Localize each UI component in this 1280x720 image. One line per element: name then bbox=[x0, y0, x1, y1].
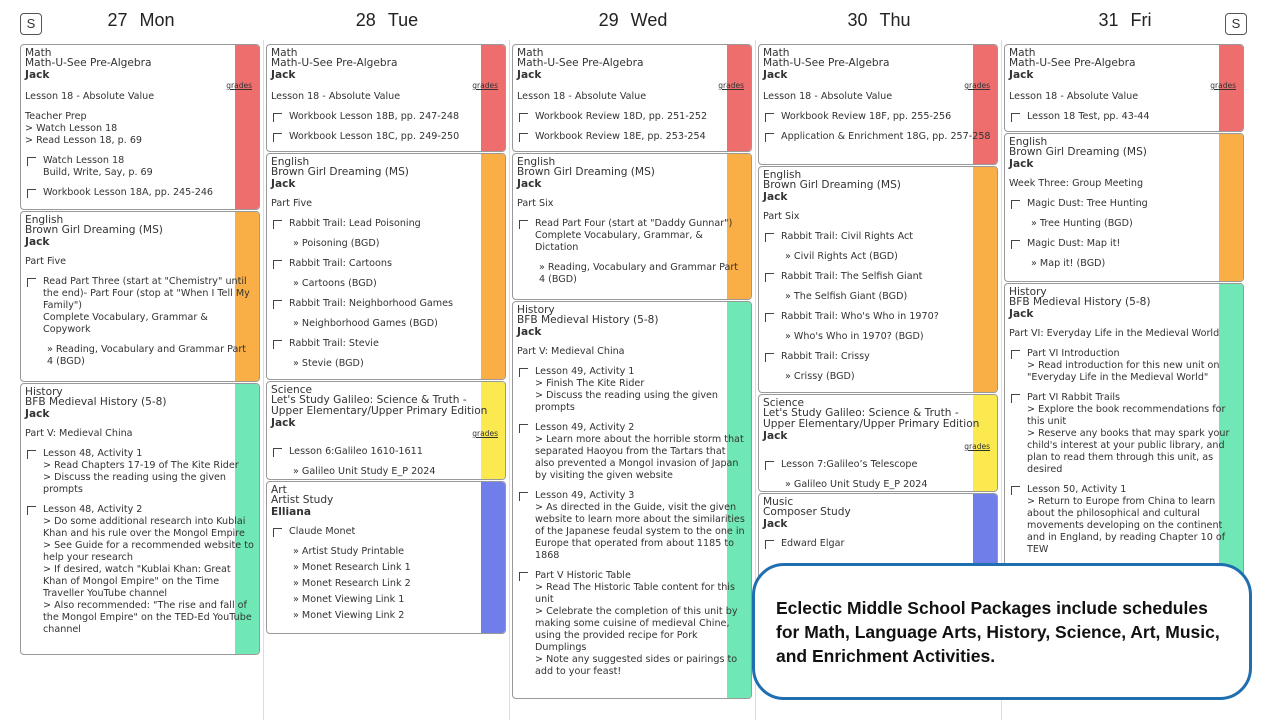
subject-label: Math bbox=[763, 47, 790, 59]
checklist-item bbox=[1009, 348, 1239, 384]
checkbox[interactable] bbox=[765, 353, 774, 362]
grades-link[interactable]: grades bbox=[226, 81, 252, 90]
resource-link[interactable]: » Poisoning (BGD) bbox=[293, 238, 380, 249]
student-name: Jack bbox=[763, 430, 788, 442]
student-name: Jack bbox=[517, 69, 542, 81]
item-text: Rabbit Trail: The Selfish Giant bbox=[781, 271, 923, 282]
subject-label: History bbox=[517, 304, 555, 316]
resource-link[interactable]: » Monet Research Link 2 bbox=[293, 578, 411, 589]
checklist-item bbox=[271, 298, 501, 310]
checkbox[interactable] bbox=[519, 368, 528, 377]
course-name: Math-U-See Pre-Algebra bbox=[517, 57, 644, 69]
card-content bbox=[759, 45, 997, 143]
resource-link[interactable]: » Galileo Unit Study E_P 2024 bbox=[293, 466, 436, 477]
checklist-item bbox=[763, 459, 993, 471]
checklist-item bbox=[25, 504, 255, 636]
item-text: Rabbit Trail: Neighborhood Games bbox=[289, 298, 454, 309]
lesson-title: Lesson 18 - Absolute Value bbox=[763, 91, 893, 102]
lesson-title: Part Five bbox=[271, 198, 313, 209]
resource-link[interactable]: » Cartoons (BGD) bbox=[293, 278, 377, 289]
promo-callout bbox=[752, 563, 1252, 700]
course-name: Math-U-See Pre-Algebra bbox=[763, 57, 890, 69]
resource-link[interactable]: » Monet Viewing Link 1 bbox=[293, 594, 405, 605]
card-content bbox=[21, 45, 259, 199]
day-number: 29 bbox=[598, 10, 619, 30]
course-name: BFB Medieval History (5-8) bbox=[517, 314, 659, 326]
checklist-item bbox=[517, 131, 747, 143]
checkbox[interactable] bbox=[273, 260, 282, 269]
item-text: Workbook Lesson 18A, pp. 245-246 bbox=[43, 187, 214, 198]
checkbox[interactable] bbox=[1011, 240, 1020, 249]
assignment-card-math bbox=[512, 44, 752, 152]
card-content bbox=[759, 494, 997, 550]
card-content bbox=[513, 154, 751, 286]
course-name: Math-U-See Pre-Algebra bbox=[1009, 57, 1136, 69]
subject-label: English bbox=[517, 156, 556, 168]
item-text: Read Part Four (start at "Daddy Gunnar") Complete Vocabulary, Grammar, & Dictation bbox=[535, 218, 733, 253]
subject-label: Art bbox=[271, 484, 287, 496]
card-content bbox=[267, 154, 505, 370]
resource-link[interactable]: » Galileo Unit Study E_P 2024 bbox=[785, 479, 928, 490]
day-header bbox=[1002, 10, 1248, 38]
checkbox[interactable] bbox=[27, 450, 36, 459]
item-text: Lesson 49, Activity 2 > Learn more about the horrible storm that separated Haoyou from the Tartars that also prevented a Mongol invasion of Japan by visiting the given website bbox=[535, 422, 744, 481]
course-name: Let's Study Galileo: Science & Truth - Upper Elementary/Upper Primary Edition bbox=[763, 407, 980, 430]
checklist-item bbox=[271, 338, 501, 350]
card-content bbox=[267, 482, 505, 622]
student-name: Jack bbox=[25, 69, 50, 81]
checklist-item bbox=[763, 271, 993, 283]
checklist-item bbox=[517, 218, 747, 254]
day-number: 28 bbox=[355, 10, 376, 30]
resource-link[interactable]: » Tree Hunting (BGD) bbox=[1031, 218, 1133, 229]
course-name: Brown Girl Dreaming (MS) bbox=[25, 224, 163, 236]
checklist-item bbox=[271, 131, 501, 143]
checklist-item bbox=[25, 276, 255, 336]
item-text: Lesson 7:Galileo’s Telescope bbox=[781, 459, 918, 470]
assignment-card-history bbox=[20, 383, 260, 655]
item-text: Lesson 48, Activity 1 > Read Chapters 17-19 of The Kite Rider > Discuss the reading using the given prompts bbox=[43, 448, 239, 495]
lesson-title: Part V: Medieval China bbox=[25, 428, 133, 439]
student-name: Jack bbox=[763, 518, 788, 530]
checklist-item bbox=[271, 446, 501, 458]
item-text: Workbook Lesson 18B, pp. 247-248 bbox=[289, 111, 460, 122]
lesson-title: Part Six bbox=[763, 211, 800, 222]
day-name: Wed bbox=[630, 10, 668, 30]
card-content bbox=[513, 302, 751, 678]
resource-link[interactable]: » Who's Who in 1970? (BGD) bbox=[785, 331, 924, 342]
grades-link[interactable]: grades bbox=[472, 429, 498, 438]
checkbox[interactable] bbox=[1011, 113, 1020, 122]
item-text: Claude Monet bbox=[289, 526, 356, 537]
student-name: Jack bbox=[517, 326, 542, 338]
checklist-item bbox=[517, 422, 747, 482]
checklist-item bbox=[1009, 392, 1239, 476]
item-text: Read Part Three (start at "Chemistry" until the end)- Part Four (stop at "When I Tell My Family") Complete Vocabulary, Grammar & Copywork bbox=[43, 276, 250, 335]
student-name: Jack bbox=[763, 69, 788, 81]
checklist-item bbox=[517, 570, 747, 678]
student-name: Jack bbox=[271, 417, 296, 429]
day-header bbox=[756, 10, 1002, 38]
grades-link[interactable]: grades bbox=[964, 442, 990, 451]
subject-label: English bbox=[1009, 136, 1048, 148]
subject-label: English bbox=[271, 156, 310, 168]
checklist-item bbox=[271, 258, 501, 270]
assignment-card-english bbox=[758, 166, 998, 393]
day-header bbox=[18, 10, 264, 38]
checklist-item bbox=[763, 111, 993, 123]
subject-label: Math bbox=[517, 47, 544, 59]
item-text: Workbook Review 18F, pp. 255-256 bbox=[781, 111, 952, 122]
item-text: Lesson 48, Activity 2 > Do some additional research into Kublai Khan and his rule over the Mongol Empire > See Guide for a recommended website to help your research > If desired, watch "Kublai Khan: Great Khan of Mongol Empire" on the Time Traveller YouTube channel > Also recommended: "The rise and fall of the Mongol Empire" on the TED-Ed YouTube channel bbox=[43, 504, 254, 635]
checklist-item bbox=[1009, 111, 1239, 123]
day-name: Tue bbox=[387, 10, 419, 30]
checkbox[interactable] bbox=[27, 506, 36, 515]
item-text: Part VI Introduction > Read introduction for this new unit on "Everyday Life in the Medieval World" bbox=[1027, 348, 1220, 383]
lesson-title: Part Six bbox=[517, 198, 554, 209]
resource-link[interactable]: » Crissy (BGD) bbox=[785, 371, 855, 382]
lesson-title: Lesson 18 - Absolute Value bbox=[517, 91, 647, 102]
resource-link[interactable]: » Map it! (BGD) bbox=[1031, 258, 1106, 269]
student-name: Jack bbox=[271, 69, 296, 81]
item-text: Workbook Review 18E, pp. 253-254 bbox=[535, 131, 706, 142]
assignment-card-math bbox=[20, 44, 260, 210]
item-text: Lesson 18 Test, pp. 43-44 bbox=[1027, 111, 1150, 122]
checkbox[interactable] bbox=[765, 461, 774, 470]
assignment-card-english bbox=[20, 211, 260, 382]
lesson-title: Part VI: Everyday Life in the Medieval World bbox=[1009, 328, 1220, 339]
checklist-item bbox=[763, 311, 993, 323]
checklist-item bbox=[517, 366, 747, 414]
checkbox[interactable] bbox=[27, 278, 36, 287]
checkbox[interactable] bbox=[519, 572, 528, 581]
checklist-item bbox=[763, 351, 993, 363]
grades-link[interactable]: grades bbox=[472, 81, 498, 90]
assignment-card-science bbox=[758, 394, 998, 492]
item-text: Lesson 49, Activity 1 > Finish The Kite Rider > Discuss the reading using the given prompts bbox=[535, 366, 718, 413]
day-number: 27 bbox=[107, 10, 128, 30]
card-content bbox=[513, 45, 751, 143]
checklist-item bbox=[763, 231, 993, 243]
checkbox[interactable] bbox=[273, 113, 282, 122]
checkbox[interactable] bbox=[519, 133, 528, 142]
subject-label: Science bbox=[271, 384, 313, 396]
checkbox[interactable] bbox=[273, 528, 282, 537]
lesson-title: Part V: Medieval China bbox=[517, 346, 625, 357]
item-text: Lesson 49, Activity 3 > As directed in the Guide, visit the given website to learn more about the similarities of the Japanese feudal system to the one in Europe that operated from about 1185 to 1868 bbox=[535, 490, 745, 561]
day-header bbox=[510, 10, 756, 38]
course-name: Brown Girl Dreaming (MS) bbox=[517, 166, 655, 178]
checkbox[interactable] bbox=[1011, 200, 1020, 209]
resource-link[interactable]: » Civil Rights Act (BGD) bbox=[785, 251, 898, 262]
assignment-card-history bbox=[1004, 283, 1244, 583]
checklist-item bbox=[271, 111, 501, 123]
assignment-card-math bbox=[1004, 44, 1244, 132]
item-text: Lesson 50, Activity 1 > Return to Europe from China to learn about the philosophical and cultural movements developing on the continent and in England, by reading Chapter 10 of TEW bbox=[1027, 484, 1226, 555]
assignment-card-science bbox=[266, 381, 506, 480]
checkbox[interactable] bbox=[765, 113, 774, 122]
subject-label: Music bbox=[763, 496, 794, 508]
day-name: Fri bbox=[1130, 10, 1152, 30]
grades-link[interactable]: grades bbox=[718, 81, 744, 90]
item-text: Magic Dust: Map it! bbox=[1027, 238, 1121, 249]
student-name: Jack bbox=[271, 178, 296, 190]
student-name: Jack bbox=[517, 178, 542, 190]
day-name: Mon bbox=[139, 10, 175, 30]
student-name: Elliana bbox=[271, 506, 311, 518]
subject-label: English bbox=[763, 169, 802, 181]
card-content bbox=[1005, 134, 1243, 270]
checklist-item bbox=[1009, 198, 1239, 210]
day-number: 30 bbox=[847, 10, 868, 30]
checkbox[interactable] bbox=[1011, 394, 1020, 403]
item-text: Edward Elgar bbox=[781, 538, 845, 549]
student-name: Jack bbox=[1009, 69, 1034, 81]
card-content bbox=[267, 45, 505, 143]
checklist-item bbox=[1009, 238, 1239, 250]
course-name: Composer Study bbox=[763, 506, 851, 518]
item-text: Rabbit Trail: Civil Rights Act bbox=[781, 231, 914, 242]
checklist-item bbox=[763, 538, 993, 550]
assignment-card-english bbox=[266, 153, 506, 380]
lesson-title: Part Five bbox=[25, 256, 67, 267]
item-text: Rabbit Trail: Who's Who in 1970? bbox=[781, 311, 939, 322]
checkbox[interactable] bbox=[27, 189, 36, 198]
checkbox[interactable] bbox=[1011, 486, 1020, 495]
checkbox[interactable] bbox=[519, 220, 528, 229]
grades-link[interactable]: grades bbox=[1210, 81, 1236, 90]
checklist-item bbox=[1009, 484, 1239, 556]
next-week-button[interactable]: S bbox=[1225, 13, 1247, 35]
course-name: BFB Medieval History (5-8) bbox=[25, 396, 167, 408]
item-text: Rabbit Trail: Crissy bbox=[781, 351, 870, 362]
item-text: Part VI Rabbit Trails > Explore the book recommendations for this unit > Reserve any books that may spark your child's interest at your public library, and plan to read them through this unit, as desired bbox=[1027, 392, 1230, 475]
lesson-title: Lesson 18 - Absolute Value bbox=[1009, 91, 1139, 102]
previous-week-button[interactable]: S bbox=[20, 13, 42, 35]
checklist-item bbox=[25, 155, 255, 179]
student-name: Jack bbox=[1009, 308, 1034, 320]
resource-link[interactable]: » Stevie (BGD) bbox=[293, 358, 364, 369]
card-content bbox=[759, 167, 997, 383]
resource-link[interactable]: » The Selfish Giant (BGD) bbox=[785, 291, 908, 302]
assignment-card-history bbox=[512, 301, 752, 699]
lesson-title: Lesson 18 - Absolute Value bbox=[25, 91, 155, 102]
day-name: Thu bbox=[879, 10, 911, 30]
checklist-item bbox=[517, 111, 747, 123]
checkbox[interactable] bbox=[765, 233, 774, 242]
assignment-card-art bbox=[266, 481, 506, 634]
lesson-title: Lesson 18 - Absolute Value bbox=[271, 91, 401, 102]
item-text: Part V Historic Table > Read The Historic Table content for this unit > Celebrate the completion of this unit by making some cuisine of medieval Chine, using the provided recipe for Pork Dumplings > Note any suggested sides or pairings to add to your feast! bbox=[535, 570, 738, 677]
checkbox[interactable] bbox=[273, 133, 282, 142]
card-content bbox=[21, 384, 259, 636]
item-text: Workbook Lesson 18C, pp. 249-250 bbox=[289, 131, 460, 142]
student-name: Jack bbox=[25, 408, 50, 420]
course-name: Brown Girl Dreaming (MS) bbox=[1009, 146, 1147, 158]
card-content bbox=[1005, 45, 1243, 123]
card-content bbox=[267, 382, 505, 478]
assignment-card-math bbox=[266, 44, 506, 152]
subject-label: English bbox=[25, 214, 64, 226]
lesson-title: Week Three: Group Meeting bbox=[1009, 178, 1144, 189]
course-name: Let's Study Galileo: Science & Truth - Upper Elementary/Upper Primary Edition bbox=[271, 394, 488, 417]
column-divider bbox=[509, 40, 510, 720]
day-header bbox=[264, 10, 510, 38]
course-name: Brown Girl Dreaming (MS) bbox=[271, 166, 409, 178]
resource-link[interactable]: » Reading, Vocabulary and Grammar Part 4 (BGD) bbox=[539, 262, 739, 285]
card-content bbox=[1005, 284, 1243, 556]
day-number: 31 bbox=[1098, 10, 1119, 30]
checklist-item bbox=[271, 526, 501, 538]
teacher-prep-note: Teacher Prep > Watch Lesson 18 > Read Lesson 18, p. 69 bbox=[25, 111, 143, 146]
card-content bbox=[759, 395, 997, 491]
checkbox[interactable] bbox=[273, 300, 282, 309]
student-name: Jack bbox=[25, 236, 50, 248]
item-text: Rabbit Trail: Lead Poisoning bbox=[289, 218, 421, 229]
subject-label: Math bbox=[25, 47, 52, 59]
checkbox[interactable] bbox=[765, 540, 774, 549]
checkbox[interactable] bbox=[519, 113, 528, 122]
student-name: Jack bbox=[1009, 158, 1034, 170]
resource-link[interactable]: » Reading, Vocabulary and Grammar Part 4 (BGD) bbox=[47, 344, 247, 367]
item-text: Application & Enrichment 18G, pp. 257-258 bbox=[781, 131, 991, 142]
course-name: Math-U-See Pre-Algebra bbox=[25, 57, 152, 69]
checkbox[interactable] bbox=[765, 273, 774, 282]
checkbox[interactable] bbox=[27, 157, 36, 166]
checkbox[interactable] bbox=[519, 424, 528, 433]
subject-label: Science bbox=[763, 397, 805, 409]
column-divider bbox=[263, 40, 264, 720]
item-text: Rabbit Trail: Stevie bbox=[289, 338, 379, 349]
item-text: Watch Lesson 18 Build, Write, Say, p. 69 bbox=[43, 155, 153, 178]
course-name: BFB Medieval History (5-8) bbox=[1009, 296, 1151, 308]
checkbox[interactable] bbox=[1011, 350, 1020, 359]
resource-link[interactable]: » Monet Research Link 1 bbox=[293, 562, 411, 573]
item-text: Lesson 6:Galileo 1610-1611 bbox=[289, 446, 423, 457]
checklist-item bbox=[25, 187, 255, 199]
checkbox[interactable] bbox=[519, 492, 528, 501]
subject-label: Math bbox=[1009, 47, 1036, 59]
course-name: Math-U-See Pre-Algebra bbox=[271, 57, 398, 69]
resource-link[interactable]: » Neighborhood Games (BGD) bbox=[293, 318, 438, 329]
checkbox[interactable] bbox=[273, 448, 282, 457]
grades-link[interactable]: grades bbox=[964, 81, 990, 90]
item-text: Rabbit Trail: Cartoons bbox=[289, 258, 392, 269]
subject-label: History bbox=[1009, 286, 1047, 298]
checkbox[interactable] bbox=[273, 340, 282, 349]
subject-label: History bbox=[25, 386, 63, 398]
subject-label: Math bbox=[271, 47, 298, 59]
assignment-card-math bbox=[758, 44, 998, 165]
checklist-item bbox=[271, 218, 501, 230]
callout-text: Eclectic Middle School Packages include schedules for Math, Language Arts, History, Science, Art, Music, and Enrichment Activities. bbox=[776, 598, 1220, 666]
assignment-card-english bbox=[512, 153, 752, 300]
resource-link[interactable]: » Monet Viewing Link 2 bbox=[293, 610, 405, 621]
card-content bbox=[21, 212, 259, 368]
course-name: Brown Girl Dreaming (MS) bbox=[763, 179, 901, 191]
checkbox[interactable] bbox=[765, 133, 774, 142]
checkbox[interactable] bbox=[765, 313, 774, 322]
checkbox[interactable] bbox=[273, 220, 282, 229]
course-name: Artist Study bbox=[271, 494, 334, 506]
item-text: Workbook Review 18D, pp. 251-252 bbox=[535, 111, 708, 122]
checklist-item bbox=[517, 490, 747, 562]
checklist-item bbox=[763, 131, 993, 143]
resource-link[interactable]: » Artist Study Printable bbox=[293, 546, 405, 557]
assignment-card-english bbox=[1004, 133, 1244, 282]
item-text: Magic Dust: Tree Hunting bbox=[1027, 198, 1148, 209]
checklist-item bbox=[25, 448, 255, 496]
student-name: Jack bbox=[763, 191, 788, 203]
